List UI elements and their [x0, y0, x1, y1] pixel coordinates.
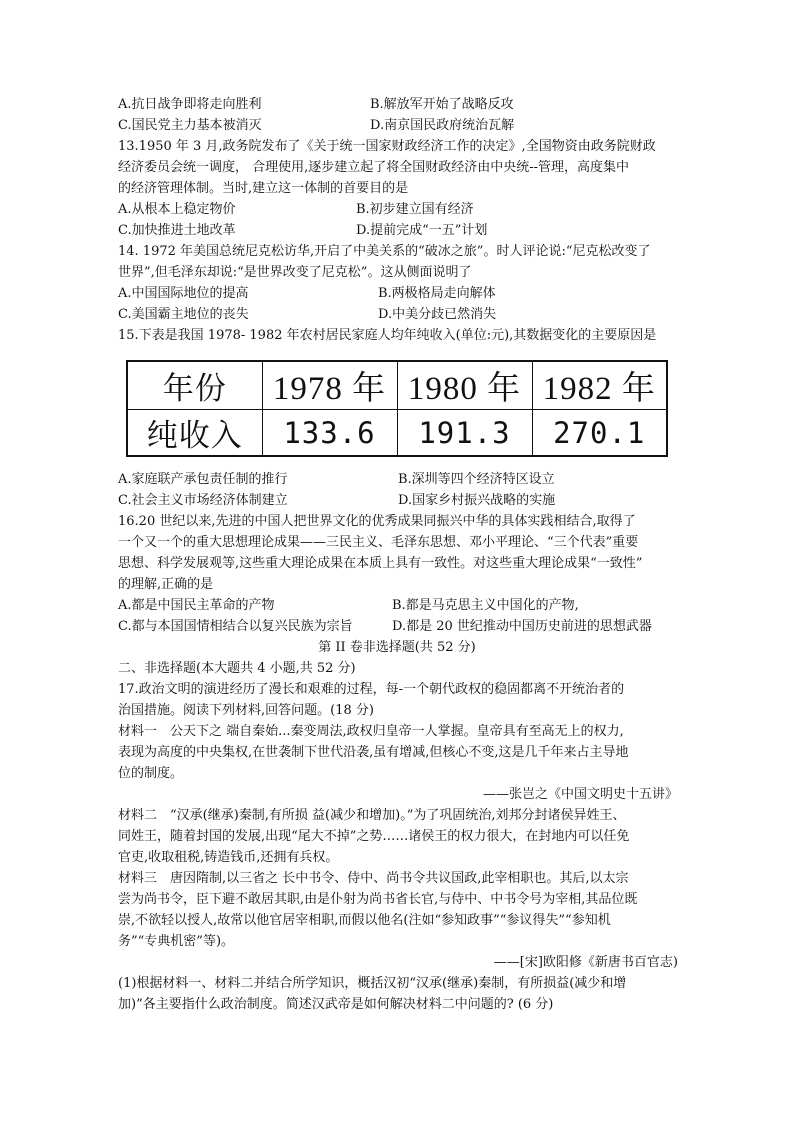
q15-option-c: C.社会主义市场经济体制建立: [118, 493, 288, 508]
material-1-line-3: 位的制度。: [118, 766, 184, 781]
material-2-line-1: 材料二 “汉承(继承)秦制,有所损 益(减少和增加)。”为了巩固统治,刘邦分封诸侯异姓王、: [118, 808, 626, 823]
q13-option-c: C.加快推进土地改革: [118, 223, 236, 238]
material-1-line-2: 表现为高度的中央集权,在世袭制下世代沿袭,虽有增减,但核心不变,这是几千年来占主导地: [118, 745, 629, 760]
q16-stem-line-4: 的理解,正确的是: [118, 577, 214, 592]
q12-option-d: D.南京国民政府统治瓦解: [370, 118, 515, 133]
table-cell-income-1980: 191.3: [397, 410, 532, 457]
volume-title: 第 II 卷非选择题(共 52 分): [318, 640, 476, 655]
q13-option-a: A.从根本上稳定物价: [118, 202, 236, 217]
table-cell-income-1978: 133.6: [262, 410, 397, 457]
table-cell-year-1982: 1982 年: [532, 361, 667, 410]
material-1-source: ——张岂之《中国文明史十五讲》: [482, 787, 678, 802]
q17-sub1-line-2: 加)”各主要指什么政治制度。简述汉武帝是如何解决材料二中问题的? (6 分): [118, 997, 554, 1012]
q13-option-b: B.初步建立国有经济: [356, 202, 474, 217]
material-2-line-2: 同姓王，随着封国的发展,出现“尾大不掉”之势……诸侯王的权力很大，在封地内可以任免: [118, 829, 630, 844]
q12-option-a: A.抗日战争即将走向胜利: [118, 97, 262, 112]
q16-stem-line-2: 一个又一个的重大思想理论成果——三民主义、毛泽东思想、邓小平理论、“三个代表”重要: [118, 535, 639, 550]
q12-option-b: B.解放军开始了战略反攻: [370, 97, 514, 112]
q14-option-c: C.美国霸主地位的丧失: [118, 307, 249, 322]
q13-option-d: D.提前完成“一五”计划: [356, 223, 488, 238]
q15-option-b: B.深圳等四个经济特区设立: [398, 472, 555, 487]
q14-option-a: A.中国国际地位的提高: [118, 286, 249, 301]
table-cell-year-1978: 1978 年: [262, 361, 397, 410]
material-1-line-1: 材料一 公天下之 端自秦始...秦变周法,政权归皇帝一人掌握。皇帝具有至高无上的权力,: [118, 724, 624, 739]
material-3-line-3: 崇,不欲轻以授人,故常以他官居宰相职,而假以他名(注如“参知政事”“参议得失”“参知机: [118, 913, 611, 928]
table-row-years: [127, 361, 667, 410]
material-2-line-3: 官吏,收取租税,铸造钱币,还拥有兵权。: [118, 850, 339, 865]
q17-stem-line-1: 17.政治文明的演进经历了漫长和艰难的过程，每-一个朝代政权的稳固都离不开统治者的: [118, 682, 625, 697]
q15-option-a: A.家庭联产承包责任制的推行: [118, 472, 288, 487]
material-3-line-4: 务”“专典机密”等)。: [118, 934, 235, 949]
q13-stem-line-2: 经济委员会统一调度， 合理使用,逐步建立起了将全国财政经济由中央统--管理，高度集中: [118, 160, 630, 175]
material-3-line-1: 材料三 唐因隋制,以三省之 长中书令、侍中、尚书令共议国政,此宰相职也。其后,以太宗: [118, 871, 629, 886]
table-row-income: [127, 410, 667, 457]
table-cell-income-1982: 270.1: [532, 410, 667, 457]
q16-option-b: B.都是马克思主义中国化的产物,: [392, 598, 579, 613]
q14-stem-line-1: 14. 1972 年美国总统尼克松访华,开启了中美关系的“破冰之旅”。时人评论说:“尼克松改变了: [118, 244, 651, 259]
q16-option-d: D.都是 20 世纪推动中国历史前进的思想武器: [392, 619, 652, 634]
table-cell-year-1980: 1980 年: [397, 361, 532, 410]
table-row-header-year: 年份: [127, 361, 262, 410]
q12-option-c: C.国民党主力基本被消灭: [118, 118, 262, 133]
q13-stem-line-1: 13.1950 年 3 月,政务院发布了《关于统一国家财政经济工作的决定》,全国物资由政务院财政: [118, 139, 656, 154]
material-3-line-2: 尝为尚书令，臣下避不敢居其职,由是仆射为尚书省长官,与侍中、中书令号为宰相,其品位既: [118, 892, 638, 907]
q14-stem-line-2: 世界”,但毛泽东却说:“是世界改变了尼克松”。这从侧面说明了: [118, 265, 472, 280]
q16-stem-line-1: 16.20 世纪以来,先进的中国人把世界文化的优秀成果同振兴中华的具体实践相结合,取得了: [118, 514, 636, 529]
q14-option-b: B.两极格局走向解体: [378, 286, 496, 301]
part-title: 二、非选择题(本大题共 4 小题,共 52 分): [118, 661, 356, 676]
income-table: [126, 360, 668, 457]
q16-stem-line-3: 思想、科学发展观等,这些重大理论成果在本质上具有一致性。对这些重大理论成果“一致性”: [118, 556, 643, 571]
table-row-header-income: 纯收入: [127, 410, 262, 457]
q16-option-c: C.都与本国国情相结合以复兴民族为宗旨: [118, 619, 353, 634]
material-3-source: ——[宋]欧阳修《新唐书百官志): [493, 955, 678, 970]
q13-stem-line-3: 的经济管理体制。当时,建立这一体制的首要目的是: [118, 181, 409, 196]
q14-option-d: D.中美分歧已然消失: [378, 307, 497, 322]
q15-stem: 15.下表是我国 1978- 1982 年农村居民家庭人均年纯收入(单位:元),其数据变化的主要原因是: [118, 328, 657, 343]
q16-option-a: A.都是中国民主革命的产物: [118, 598, 275, 613]
q15-option-d: D.国家乡村振兴战略的实施: [398, 493, 556, 508]
q17-sub1-line-1: (1)根据材料一、材料二并结合所学知识，概括汉初“汉承(继承)秦制，有所损益(减少和增: [118, 976, 627, 991]
q17-stem-line-2: 治国措施。阅读下列材料,回答问题。(18 分): [118, 703, 374, 718]
